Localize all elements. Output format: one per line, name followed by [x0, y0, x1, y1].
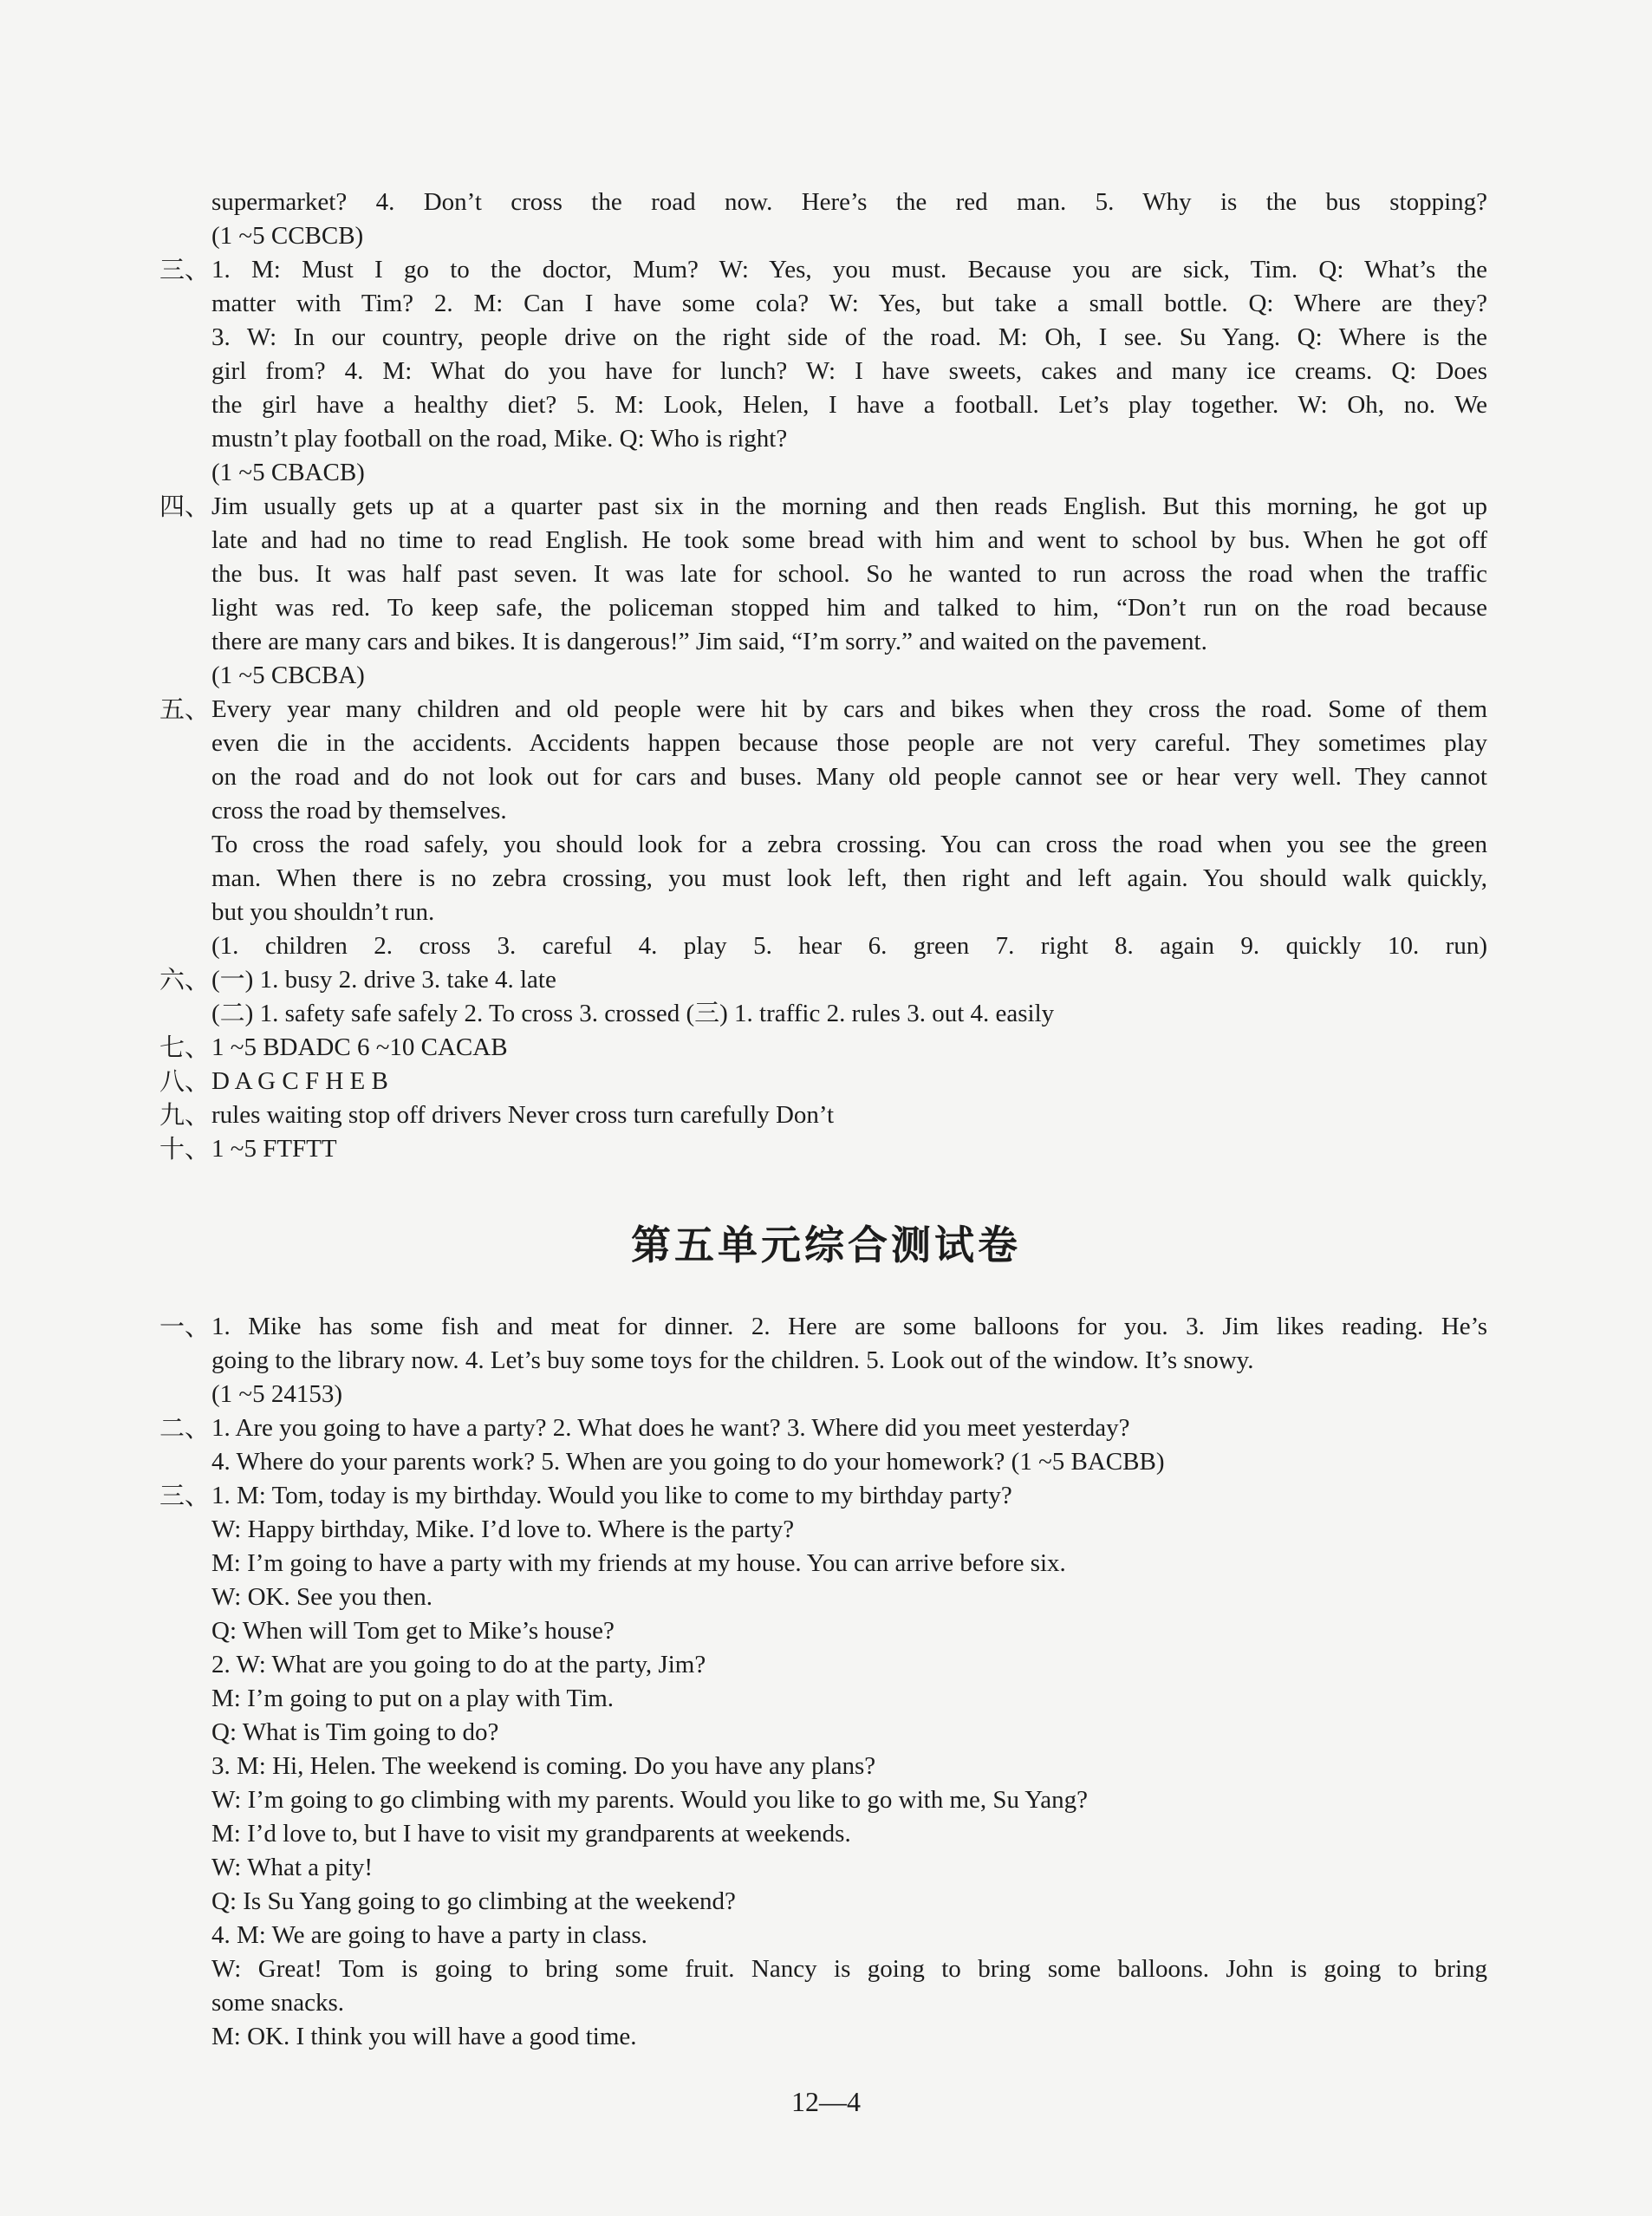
text-line: Every year many children and old people were hit by cars and bikes when they cross the road. Some of them: [211, 695, 1487, 723]
text-line: 1. M: Must I go to the doctor, Mum? W: Yes, you must. Because you are sick, Tim. Q: What’s the: [211, 256, 1487, 284]
answer-line: (1 ~5 24153): [211, 1380, 343, 1408]
text-line: 1. Mike has some fish and meat for dinner. 2. Here are some balloons for you. 3. Jim likes reading. He’s: [211, 1313, 1487, 1340]
dialogue-line: Q: When will Tom get to Mike’s house?: [211, 1617, 615, 1645]
text-line: there are many cars and bikes. It is dangerous!” Jim said, “I’m sorry.” and waited on the pavement.: [211, 628, 1207, 655]
text-line: Jim usually gets up at a quarter past six in the morning and then reads English. But this morning, he got up: [211, 492, 1487, 520]
dialogue-line: W: OK. See you then.: [211, 1583, 433, 1611]
text-line: man. When there is no zebra crossing, you must look left, then right and left again. You should walk quickly,: [211, 864, 1487, 892]
answer-line: (二) 1. safety safe safely 2. To cross 3. crossed (三) 1. traffic 2. rules 3. out 4. easily: [211, 1000, 1055, 1027]
dialogue-line: W: Happy birthday, Mike. I’d love to. Where is the party?: [211, 1515, 795, 1543]
answer-line: (一) 1. busy 2. drive 3. take 4. late: [211, 966, 556, 994]
text-line: supermarket? 4. Don’t cross the road now. Here’s the red man. 5. Why is the bus stopping?: [211, 188, 1487, 216]
text-line: girl from? 4. M: What do you have for lunch? W: I have sweets, cakes and many ice creams. Q: Does: [211, 357, 1487, 385]
page-number: 12—4: [791, 2086, 861, 2117]
dialogue-line: Q: Is Su Yang going to go climbing at the weekend?: [211, 1887, 736, 1915]
unit-test-title: 第五单元综合测试卷: [631, 1222, 1021, 1268]
answer-line: 1 ~5 FTFTT: [211, 1135, 337, 1163]
dialogue-line: M: I’d love to, but I have to visit my grandparents at weekends.: [211, 1820, 851, 1848]
text-line: matter with Tim? 2. M: Can I have some cola? W: Yes, but take a small bottle. Q: Where are they?: [211, 290, 1487, 317]
dialogue-line: 4. M: We are going to have a party in class.: [211, 1921, 647, 1949]
dialogue-line: Q: What is Tim going to do?: [211, 1718, 499, 1746]
section-number: 三、: [159, 255, 211, 284]
dialogue-line: M: I’m going to put on a play with Tim.: [211, 1685, 615, 1712]
section-number: 六、: [159, 965, 211, 994]
text-line: cross the road by themselves.: [211, 797, 507, 824]
dialogue-line: W: What a pity!: [211, 1854, 374, 1881]
dialogue-line: 3. M: Hi, Helen. The weekend is coming. Do you have any plans?: [211, 1752, 876, 1780]
section-number: 四、: [159, 492, 211, 521]
text-line: 1. Are you going to have a party? 2. What does he want? 3. Where did you meet yesterday?: [211, 1414, 1130, 1442]
answer-line: D A G C F H E B: [211, 1067, 388, 1095]
section-number: 二、: [159, 1413, 211, 1443]
text-line: the bus. It was half past seven. It was late for school. So he wanted to run across the road when the traffic: [211, 560, 1487, 588]
dialogue-line: M: I’m going to have a party with my friends at my house. You can arrive before six.: [211, 1549, 1066, 1577]
section-number: 十、: [159, 1134, 211, 1163]
section-number: 五、: [159, 694, 211, 724]
text-line: light was red. To keep safe, the policeman stopped him and talked to him, “Don’t run on the road because: [211, 594, 1487, 622]
text-line: 4. Where do your parents work? 5. When are you going to do your homework? (1 ~5 BACBB): [211, 1448, 1165, 1476]
dialogue-line: W: Great! Tom is going to bring some fruit. Nancy is going to bring some balloons. John is going to bring: [211, 1955, 1487, 1983]
text-line: going to the library now. 4. Let’s buy some toys for the children. 5. Look out of the window. It’s snowy.: [211, 1346, 1254, 1374]
dialogue-line: 2. W: What are you going to do at the party, Jim?: [211, 1651, 706, 1678]
answer-line: (1. children 2. cross 3. careful 4. play 5. hear 6. green 7. right 8. again 9. quickly 10. run): [211, 932, 1487, 960]
text-line: mustn’t play football on the road, Mike. Q: Who is right?: [211, 425, 788, 453]
dialogue-line: 1. M: Tom, today is my birthday. Would you like to come to my birthday party?: [211, 1482, 1012, 1509]
text-line: on the road and do not look out for cars and buses. Many old people cannot see or hear very well. They cannot: [211, 763, 1487, 791]
text-line: late and had no time to read English. He took some bread with him and went to school by bus. When he got off: [211, 526, 1487, 554]
text-line: 3. W: In our country, people drive on the right side of the road. M: Oh, I see. Su Yang. Q: Where is the: [211, 323, 1487, 351]
dialogue-line: W: I’m going to go climbing with my parents. Would you like to go with me, Su Yang?: [211, 1786, 1088, 1814]
text-line: the girl have a healthy diet? 5. M: Look, Helen, I have a football. Let’s play together. W: Oh, no. We: [211, 391, 1487, 419]
section-number: 八、: [159, 1066, 211, 1096]
section-number: 九、: [159, 1100, 211, 1130]
answer-line: 1 ~5 BDADC 6 ~10 CACAB: [211, 1033, 508, 1061]
answer-line: rules waiting stop off drivers Never cross turn carefully Don’t: [211, 1101, 835, 1129]
text-line: even die in the accidents. Accidents happen because those people are not very careful. They sometimes play: [211, 729, 1487, 757]
dialogue-line: M: OK. I think you will have a good time.: [211, 2023, 637, 2050]
answer-line: (1 ~5 CCBCB): [211, 222, 364, 250]
text-line: but you shouldn’t run.: [211, 898, 435, 926]
answer-line: (1 ~5 CBACB): [211, 459, 365, 486]
text-line: To cross the road safely, you should look for a zebra crossing. You can cross the road when you see the green: [211, 831, 1487, 858]
answer-line: (1 ~5 CBCBA): [211, 662, 365, 689]
dialogue-line: some snacks.: [211, 1989, 345, 2017]
section-number: 三、: [159, 1481, 211, 1510]
section-number: 一、: [159, 1312, 211, 1341]
section-number: 七、: [159, 1033, 211, 1062]
